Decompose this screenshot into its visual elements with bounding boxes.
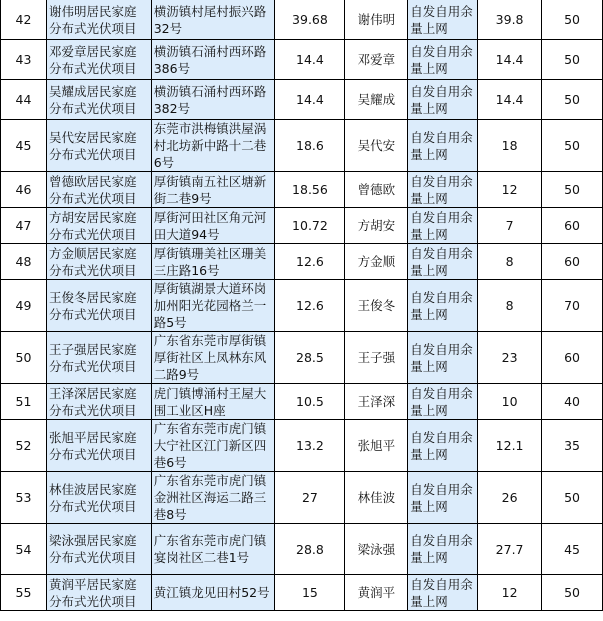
cell-years: 60: [542, 208, 603, 244]
cell-owner: 梁泳强: [345, 524, 408, 575]
cell-capacity: 10.5: [275, 384, 345, 420]
cell-capacity: 18.6: [275, 120, 345, 172]
table-row: [1, 280, 603, 332]
cell-capacity: 39.68: [275, 0, 345, 40]
cell-address: 广东省东莞市虎门镇大宁社区江门新区四巷6号: [151, 420, 275, 472]
cell-address: 厚街镇湖景大道环岗加州阳光花园格兰一路5号: [151, 280, 275, 332]
cell-address: 横沥镇村尾村振兴路32号: [151, 0, 275, 40]
cell-value: 18: [478, 120, 542, 172]
cell-years: 40: [542, 384, 603, 420]
table-body: [1, 0, 603, 611]
cell-owner: 方金顺: [345, 244, 408, 280]
cell-owner: 邓爱章: [345, 40, 408, 80]
cell-project-name: 方金顺居民家庭分布式光伏项目: [46, 244, 151, 280]
table-row: [1, 420, 603, 472]
cell-value: 12: [478, 172, 542, 208]
table-row: [1, 332, 603, 384]
table-row: [1, 244, 603, 280]
cell-grid-mode: 自发自用余量上网: [408, 420, 478, 472]
cell-capacity: 15: [275, 575, 345, 611]
cell-years: 50: [542, 0, 603, 40]
cell-project-name: 梁泳强居民家庭分布式光伏项目: [46, 524, 151, 575]
table-row: [1, 208, 603, 244]
cell-grid-mode: 自发自用余量上网: [408, 280, 478, 332]
cell-capacity: 14.4: [275, 40, 345, 80]
cell-project-name: 王子强居民家庭分布式光伏项目: [46, 332, 151, 384]
table-row: [1, 40, 603, 80]
cell-grid-mode: 自发自用余量上网: [408, 172, 478, 208]
cell-grid-mode: 自发自用余量上网: [408, 208, 478, 244]
cell-capacity: 28.8: [275, 524, 345, 575]
table-row: [1, 472, 603, 524]
cell-owner: 吴代安: [345, 120, 408, 172]
cell-no: 43: [1, 40, 47, 80]
cell-owner: 吴耀成: [345, 80, 408, 120]
cell-value: 8: [478, 244, 542, 280]
cell-address: 广东省东莞市厚街镇厚街社区上凤林东风二路9号: [151, 332, 275, 384]
cell-address: 虎门镇博涌村王屋大围工业区H座: [151, 384, 275, 420]
cell-capacity: 12.6: [275, 280, 345, 332]
cell-grid-mode: 自发自用余量上网: [408, 80, 478, 120]
cell-value: 27.7: [478, 524, 542, 575]
cell-value: 26: [478, 472, 542, 524]
cell-years: 70: [542, 280, 603, 332]
cell-grid-mode: 自发自用余量上网: [408, 332, 478, 384]
cell-address: 横沥镇石涌村西环路382号: [151, 80, 275, 120]
cell-owner: 谢伟明: [345, 0, 408, 40]
cell-value: 23: [478, 332, 542, 384]
cell-capacity: 12.6: [275, 244, 345, 280]
cell-value: 14.4: [478, 80, 542, 120]
cell-years: 60: [542, 332, 603, 384]
cell-value: 10: [478, 384, 542, 420]
cell-capacity: 28.5: [275, 332, 345, 384]
cell-value: 14.4: [478, 40, 542, 80]
cell-years: 50: [542, 575, 603, 611]
cell-owner: 方胡安: [345, 208, 408, 244]
cell-years: 45: [542, 524, 603, 575]
cell-project-name: 邓爱章居民家庭分布式光伏项目: [46, 40, 151, 80]
cell-value: 7: [478, 208, 542, 244]
cell-no: 42: [1, 0, 47, 40]
cell-project-name: 吴耀成居民家庭分布式光伏项目: [46, 80, 151, 120]
cell-capacity: 13.2: [275, 420, 345, 472]
table-row: [1, 0, 603, 40]
cell-grid-mode: 自发自用余量上网: [408, 575, 478, 611]
cell-project-name: 方胡安居民家庭分布式光伏项目: [46, 208, 151, 244]
cell-value: 12.1: [478, 420, 542, 472]
cell-address: 广东省东莞市虎门镇金洲社区海运二路三巷8号: [151, 472, 275, 524]
table-row: [1, 575, 603, 611]
cell-years: 50: [542, 80, 603, 120]
cell-address: 厚街镇南五社区塘新街二巷9号: [151, 172, 275, 208]
cell-address: 东莞市洪梅镇洪屋涡村北坊新中路十二巷6号: [151, 120, 275, 172]
cell-project-name: 张旭平居民家庭分布式光伏项目: [46, 420, 151, 472]
table-row: [1, 384, 603, 420]
cell-capacity: 14.4: [275, 80, 345, 120]
cell-address: 厚街河田社区角元河田大道94号: [151, 208, 275, 244]
cell-project-name: 林佳波居民家庭分布式光伏项目: [46, 472, 151, 524]
cell-no: 53: [1, 472, 47, 524]
cell-no: 51: [1, 384, 47, 420]
cell-grid-mode: 自发自用余量上网: [408, 40, 478, 80]
cell-address: 广东省东莞市虎门镇宴岗社区二巷1号: [151, 524, 275, 575]
cell-years: 50: [542, 120, 603, 172]
cell-project-name: 谢伟明居民家庭分布式光伏项目: [46, 0, 151, 40]
cell-years: 50: [542, 40, 603, 80]
cell-years: 35: [542, 420, 603, 472]
cell-grid-mode: 自发自用余量上网: [408, 384, 478, 420]
cell-capacity: 10.72: [275, 208, 345, 244]
cell-years: 60: [542, 244, 603, 280]
cell-owner: 王泽深: [345, 384, 408, 420]
cell-no: 52: [1, 420, 47, 472]
cell-no: 54: [1, 524, 47, 575]
cell-no: 55: [1, 575, 47, 611]
cell-grid-mode: 自发自用余量上网: [408, 524, 478, 575]
table-row: [1, 120, 603, 172]
cell-owner: 张旭平: [345, 420, 408, 472]
cell-value: 39.8: [478, 0, 542, 40]
cell-no: 48: [1, 244, 47, 280]
cell-owner: 王俊冬: [345, 280, 408, 332]
cell-grid-mode: 自发自用余量上网: [408, 244, 478, 280]
cell-project-name: 吴代安居民家庭分布式光伏项目: [46, 120, 151, 172]
cell-owner: 林佳波: [345, 472, 408, 524]
cell-project-name: 王俊冬居民家庭分布式光伏项目: [46, 280, 151, 332]
cell-years: 50: [542, 472, 603, 524]
cell-owner: 曾德欧: [345, 172, 408, 208]
cell-address: 横沥镇石涌村西环路386号: [151, 40, 275, 80]
cell-capacity: 27: [275, 472, 345, 524]
cell-no: 50: [1, 332, 47, 384]
table-row: [1, 524, 603, 575]
cell-no: 45: [1, 120, 47, 172]
cell-no: 47: [1, 208, 47, 244]
cell-grid-mode: 自发自用余量上网: [408, 472, 478, 524]
cell-no: 44: [1, 80, 47, 120]
cell-years: 50: [542, 172, 603, 208]
cell-grid-mode: 自发自用余量上网: [408, 120, 478, 172]
cell-address: 厚街镇珊美社区珊美三庄路16号: [151, 244, 275, 280]
cell-value: 8: [478, 280, 542, 332]
table-row: [1, 80, 603, 120]
cell-project-name: 黄润平居民家庭分布式光伏项目: [46, 575, 151, 611]
cell-no: 49: [1, 280, 47, 332]
table-row: [1, 172, 603, 208]
cell-project-name: 曾德欧居民家庭分布式光伏项目: [46, 172, 151, 208]
cell-owner: 王子强: [345, 332, 408, 384]
cell-no: 46: [1, 172, 47, 208]
cell-value: 12: [478, 575, 542, 611]
cell-project-name: 王泽深居民家庭分布式光伏项目: [46, 384, 151, 420]
cell-grid-mode: 自发自用余量上网: [408, 0, 478, 40]
cell-owner: 黄润平: [345, 575, 408, 611]
cell-capacity: 18.56: [275, 172, 345, 208]
cell-address: 黄江镇龙见田村52号: [151, 575, 275, 611]
